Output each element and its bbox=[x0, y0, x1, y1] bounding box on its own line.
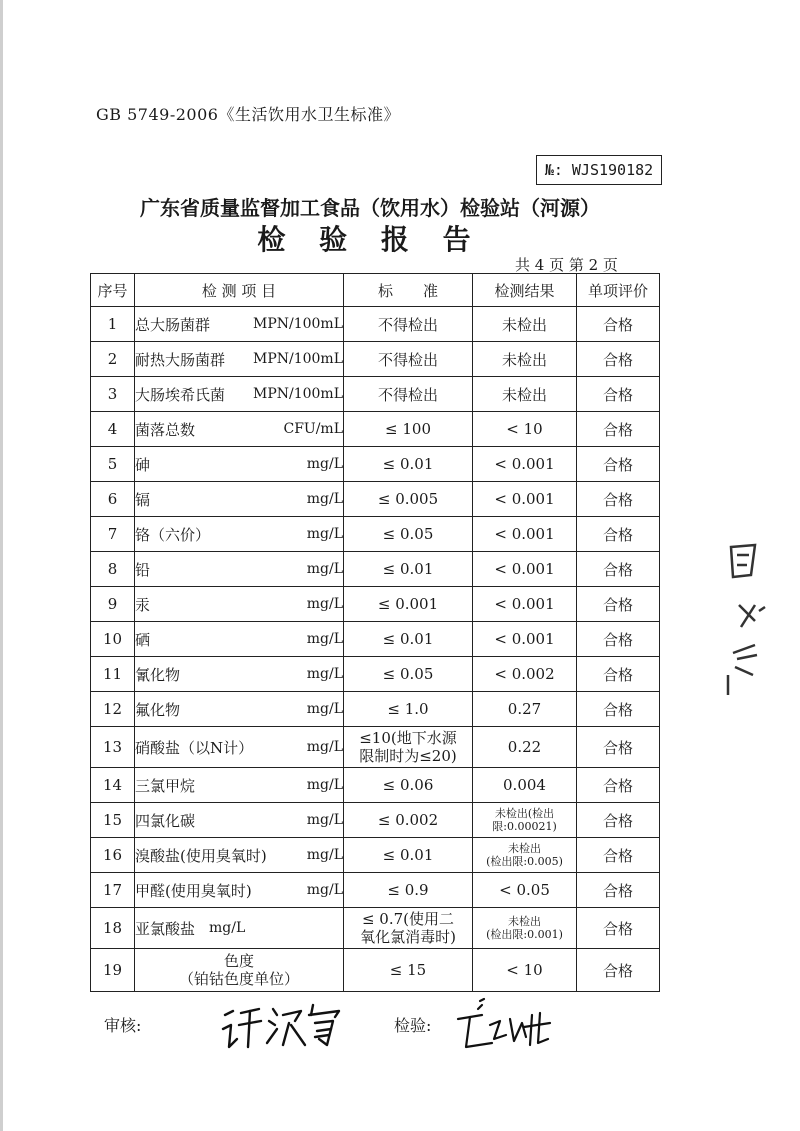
row-no: 17 bbox=[91, 873, 135, 908]
item-name: 甲醛(使用臭氧时) bbox=[135, 881, 252, 900]
row-item bbox=[135, 622, 344, 657]
table-row bbox=[91, 517, 660, 552]
table-row bbox=[91, 873, 660, 908]
item-unit: mg/L bbox=[306, 596, 343, 612]
item-name: 硒 bbox=[135, 630, 151, 649]
row-standard: ≤ 0.05 bbox=[344, 657, 473, 692]
row-evaluation: 合格 bbox=[577, 727, 660, 768]
row-item bbox=[135, 657, 344, 692]
inspector-signature bbox=[452, 995, 572, 1055]
item-unit: MPN/100mL bbox=[252, 351, 343, 367]
row-no: 12 bbox=[91, 692, 135, 727]
row-item bbox=[135, 587, 344, 622]
item-unit: CFU/mL bbox=[283, 421, 343, 437]
table-row bbox=[91, 657, 660, 692]
row-evaluation: 合格 bbox=[577, 803, 660, 838]
row-evaluation: 合格 bbox=[577, 838, 660, 873]
header-evaluation: 单项评价 bbox=[577, 274, 660, 307]
standard-line: ≤ 0.7(使用二 bbox=[361, 910, 455, 928]
inspector-label: 检验: bbox=[394, 1016, 432, 1035]
result-line: 未检出 bbox=[508, 842, 541, 855]
reviewer-signature bbox=[215, 995, 355, 1055]
row-no: 10 bbox=[91, 622, 135, 657]
row-standard: ≤ 0.01 bbox=[344, 447, 473, 482]
row-standard: ≤ 15 bbox=[344, 949, 473, 992]
row-item bbox=[135, 447, 344, 482]
row-standard: ≤ 0.05 bbox=[344, 517, 473, 552]
table-row bbox=[91, 377, 660, 412]
table-row bbox=[91, 342, 660, 377]
table-row bbox=[91, 768, 660, 803]
row-standard: ≤ 1.0 bbox=[344, 692, 473, 727]
item-name: 菌落总数 bbox=[135, 420, 196, 439]
item-unit: mg/L bbox=[306, 491, 343, 507]
row-result: 0.27 bbox=[473, 692, 577, 727]
item-name: 硝酸盐（以N计） bbox=[135, 738, 254, 757]
row-evaluation: 合格 bbox=[577, 908, 660, 949]
standard-line: 限制时为≤20) bbox=[359, 747, 457, 765]
item-unit: MPN/100mL bbox=[252, 386, 343, 402]
row-result: 未检出 bbox=[473, 377, 577, 412]
header-no: 序号 bbox=[91, 274, 135, 307]
item-unit: mg/L bbox=[306, 847, 343, 863]
row-evaluation: 合格 bbox=[577, 412, 660, 447]
item-name: 耐热大肠菌群 bbox=[135, 350, 226, 369]
result-line: 未检出(检出 bbox=[494, 807, 555, 820]
item-name: 汞 bbox=[135, 595, 151, 614]
row-no: 6 bbox=[91, 482, 135, 517]
row-item bbox=[135, 552, 344, 587]
item-unit: mg/L bbox=[306, 526, 343, 542]
row-item bbox=[135, 517, 344, 552]
row-result: 0.004 bbox=[473, 768, 577, 803]
reviewer-label: 审核: bbox=[104, 1016, 142, 1035]
table-row bbox=[91, 412, 660, 447]
item-unit: mg/L bbox=[306, 631, 343, 647]
standard-line: ≤10(地下水源 bbox=[359, 729, 457, 747]
item-name: 大肠埃希氏菌 bbox=[135, 385, 226, 404]
item-name: 镉 bbox=[135, 490, 151, 509]
item-unit: mg/L bbox=[306, 882, 343, 898]
row-evaluation: 合格 bbox=[577, 447, 660, 482]
item-name: 铬（六价） bbox=[135, 525, 211, 544]
row-standard: ≤ 100 bbox=[344, 412, 473, 447]
standard-reference: GB 5749-2006《生活饮用水卫生标准》 bbox=[96, 105, 400, 124]
row-evaluation: 合格 bbox=[577, 482, 660, 517]
item-name: （铂钴色度单位） bbox=[178, 970, 299, 988]
row-result: < 0.001 bbox=[473, 482, 577, 517]
report-number: №: WJS190182 bbox=[536, 155, 662, 185]
item-unit: mg/L bbox=[209, 920, 246, 936]
row-item bbox=[135, 342, 344, 377]
row-result: < 0.001 bbox=[473, 447, 577, 482]
row-standard: 不得检出 bbox=[344, 342, 473, 377]
result-line: (检出限:0.005) bbox=[486, 855, 563, 868]
row-standard: ≤ 0.06 bbox=[344, 768, 473, 803]
row-result: < 0.05 bbox=[473, 873, 577, 908]
row-item bbox=[135, 768, 344, 803]
row-item bbox=[135, 838, 344, 873]
row-no: 4 bbox=[91, 412, 135, 447]
row-evaluation: 合格 bbox=[577, 377, 660, 412]
table-row bbox=[91, 307, 660, 342]
item-name: 铅 bbox=[135, 560, 151, 579]
item-unit: mg/L bbox=[306, 701, 343, 717]
header-item: 检 测 项 目 bbox=[135, 274, 344, 307]
row-result: < 0.001 bbox=[473, 552, 577, 587]
item-name: 溴酸盐(使用臭氧时) bbox=[135, 846, 267, 865]
item-name: 色度 bbox=[223, 952, 254, 970]
standard-line: 氧化氯消毒时) bbox=[360, 928, 456, 946]
row-item bbox=[135, 412, 344, 447]
item-name: 亚氯酸盐 bbox=[135, 919, 196, 938]
row-evaluation: 合格 bbox=[577, 657, 660, 692]
row-result: < 0.001 bbox=[473, 587, 577, 622]
row-result: < 0.001 bbox=[473, 517, 577, 552]
header-result: 检测结果 bbox=[473, 274, 577, 307]
row-evaluation: 合格 bbox=[577, 307, 660, 342]
table-row bbox=[91, 727, 660, 768]
row-standard: ≤ 0.01 bbox=[344, 552, 473, 587]
row-result: 0.22 bbox=[473, 727, 577, 768]
row-item bbox=[135, 803, 344, 838]
row-result: 未检出 bbox=[473, 342, 577, 377]
row-evaluation: 合格 bbox=[577, 342, 660, 377]
row-item bbox=[135, 949, 344, 992]
item-unit: mg/L bbox=[306, 666, 343, 682]
item-name: 总大肠菌群 bbox=[135, 315, 211, 334]
row-evaluation: 合格 bbox=[577, 517, 660, 552]
page-edge-shadow bbox=[0, 0, 3, 1131]
report-title: 检 验 报 告 bbox=[257, 223, 483, 256]
item-name: 四氯化碳 bbox=[135, 811, 196, 830]
item-name: 氟化物 bbox=[135, 700, 181, 719]
row-result bbox=[473, 803, 577, 838]
row-evaluation: 合格 bbox=[577, 873, 660, 908]
row-standard bbox=[344, 727, 473, 768]
table-row bbox=[91, 587, 660, 622]
item-name: 三氯甲烷 bbox=[135, 776, 196, 795]
row-no: 11 bbox=[91, 657, 135, 692]
row-item bbox=[135, 692, 344, 727]
row-standard: ≤ 0.9 bbox=[344, 873, 473, 908]
table-row bbox=[91, 838, 660, 873]
row-standard: ≤ 0.001 bbox=[344, 587, 473, 622]
item-unit: mg/L bbox=[306, 812, 343, 828]
item-unit: MPN/100mL bbox=[252, 316, 343, 332]
item-unit: mg/L bbox=[306, 777, 343, 793]
row-standard: ≤ 0.005 bbox=[344, 482, 473, 517]
row-no: 19 bbox=[91, 949, 135, 992]
item-unit: mg/L bbox=[306, 456, 343, 472]
row-standard bbox=[344, 908, 473, 949]
row-result: < 10 bbox=[473, 412, 577, 447]
row-item bbox=[135, 908, 344, 949]
row-no: 8 bbox=[91, 552, 135, 587]
header-standard: 标 准 bbox=[344, 274, 473, 307]
row-standard: 不得检出 bbox=[344, 377, 473, 412]
row-standard: 不得检出 bbox=[344, 307, 473, 342]
row-result: < 0.002 bbox=[473, 657, 577, 692]
row-no: 1 bbox=[91, 307, 135, 342]
row-result: < 10 bbox=[473, 949, 577, 992]
row-item bbox=[135, 727, 344, 768]
item-unit: mg/L bbox=[306, 561, 343, 577]
row-evaluation: 合格 bbox=[577, 587, 660, 622]
table-row bbox=[91, 803, 660, 838]
row-standard: ≤ 0.01 bbox=[344, 622, 473, 657]
item-name: 砷 bbox=[135, 455, 151, 474]
row-evaluation: 合格 bbox=[577, 949, 660, 992]
table-row bbox=[91, 949, 660, 992]
row-item bbox=[135, 482, 344, 517]
item-unit: mg/L bbox=[306, 739, 343, 755]
row-result: < 0.001 bbox=[473, 622, 577, 657]
row-evaluation: 合格 bbox=[577, 768, 660, 803]
row-evaluation: 合格 bbox=[577, 622, 660, 657]
item-name: 氰化物 bbox=[135, 665, 181, 684]
result-line: (检出限:0.001) bbox=[486, 928, 563, 941]
row-no: 14 bbox=[91, 768, 135, 803]
row-no: 5 bbox=[91, 447, 135, 482]
row-no: 15 bbox=[91, 803, 135, 838]
organization-name: 广东省质量监督加工食品（饮用水）检验站（河源） bbox=[140, 196, 600, 220]
table-row bbox=[91, 692, 660, 727]
row-no: 9 bbox=[91, 587, 135, 622]
inspection-table bbox=[90, 273, 660, 992]
table-row bbox=[91, 908, 660, 949]
table-row bbox=[91, 482, 660, 517]
result-line: 未检出 bbox=[508, 915, 541, 928]
row-no: 3 bbox=[91, 377, 135, 412]
result-line: 限:0.00021) bbox=[492, 820, 557, 833]
row-standard: ≤ 0.01 bbox=[344, 838, 473, 873]
row-no: 7 bbox=[91, 517, 135, 552]
row-no: 13 bbox=[91, 727, 135, 768]
row-item bbox=[135, 377, 344, 412]
partial-stamp-mark bbox=[725, 535, 785, 695]
table-row bbox=[91, 622, 660, 657]
row-evaluation: 合格 bbox=[577, 692, 660, 727]
row-no: 16 bbox=[91, 838, 135, 873]
row-result bbox=[473, 838, 577, 873]
row-evaluation: 合格 bbox=[577, 552, 660, 587]
row-no: 18 bbox=[91, 908, 135, 949]
row-standard: ≤ 0.002 bbox=[344, 803, 473, 838]
table-header-row bbox=[91, 274, 660, 307]
row-result: 未检出 bbox=[473, 307, 577, 342]
row-item bbox=[135, 873, 344, 908]
row-item bbox=[135, 307, 344, 342]
row-result bbox=[473, 908, 577, 949]
table-row bbox=[91, 552, 660, 587]
page-info: 共 4 页 第 2 页 bbox=[515, 256, 618, 274]
table-row bbox=[91, 447, 660, 482]
row-no: 2 bbox=[91, 342, 135, 377]
